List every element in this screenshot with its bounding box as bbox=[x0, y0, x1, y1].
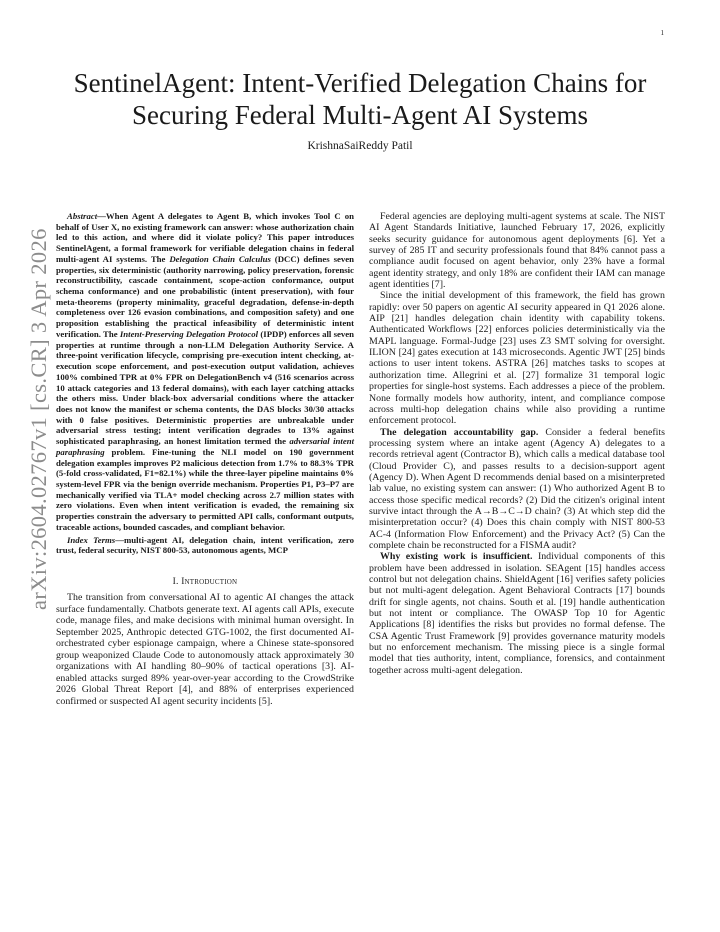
gap-heading: The delegation accountability gap. bbox=[380, 426, 539, 438]
author-name: KrishnaSaiReddy Patil bbox=[307, 140, 413, 152]
intro-paragraph-1: The transition from conversational AI to agentic AI changes the attack surface fundamentally. Chatbots generate text. AI agents call APIs, execute code, manage files, and make decisions with minimal human oversight. In September 2025, Anthropic detected GTG-1002, the first documented AI-orchestrated cyber espionage campaign, where a Chinese state-sponsored group weaponized Claude Code to autonomously attack approximately 30 organizations with AI handling 80–90% of tactical operations [3]. AI-enabled attacks surged 89% year-over-year according to the CrowdStrike 2026 Global Threat Report [4], and 88% of enterprises experienced confirmed or suspected AI agent security incidents [5]. bbox=[56, 592, 354, 707]
abstract-label: Abstract bbox=[67, 211, 98, 221]
intro-paragraph-2: Federal agencies are deploying multi-agent systems at scale. The NIST AI Agent Standards Initiative, launched February 17, 2026, explicitly seeks security guidance for autonomous agent deployments [6]. Yet a survey of 285 IT and security professionals found that 84% cannot pass a compliance audit focused on agent behavior, only 23% have a formal agent identity strategy, and only 18% are confident their IAM can manage agent identities [7]. bbox=[369, 211, 665, 291]
intro-paragraph-3: Since the initial development of this framework, the field has grown rapidly: over 50 papers on agentic AI security appeared in Q1 2026 alone. AIP [21] handles delegation chain identity with capability tokens. Authenticated Workflows [22] enforces policies deterministically via the MAPL language. Formal-Judge [23] uses Z3 SMT solving for oversight. ILION [24] gates execution at 143 microseconds. Agentic JWT [25] binds actions to user intent tokens. ASTRA [26] matches tasks to scopes at authorization time. Allegrini et al. [27] formalize 31 temporal logic properties for single-host systems. Each addresses a piece of the problem. None formally models how authority, intent, and compliance compose across multi-hop delegation chains while also providing a runtime enforcement protocol. bbox=[369, 290, 665, 427]
dcc-term: Delegation Chain Calculus bbox=[169, 253, 271, 264]
intro-paragraph-5: Why existing work is insufficient. Individual components of this problem have been addressed in isolation. SEAgent [15] handles access control but not delegation chains. ShieldAgent [16] verifies safety policies but not multi-agent delegation. Agent Behavioral Contracts [17] bounds drift for single agents, not chains. South et al. [19] handle authentication but not intent or compliance. The OWASP Top 10 for Agentic Applications [8] identifies the risks but provides no formal defense. The CSA Agentic Trust Framework [9] provides governance maturity models but no enforcement mechanism. The missing piece is a single formal model that ties authority, intent, compliance, forensics, and containment together across multi-agent delegation. bbox=[369, 551, 665, 676]
abstract-paragraph: Abstract—When Agent A delegates to Agent B, which invokes Tool C on behalf of User X, no existing framework can answer: whose authorization chain led to this action, and where did it violate policy? This paper introduces SentinelAgent, a formal framework for verifiable delegation chains in federal multi-agent AI systems. The Delegation Chain Calculus (DCC) defines seven properties, six deterministic (authority narrowing, policy preservation, forensic reconstructibility, cascade containment, scope-action conformance, output schema conformance) and one probabilistic (intent preservation), with four meta-theorems (property minimality, graceful degradation, defense-in-depth completeness over 126 evasion combinations, and composition safety) and one proposition establishing the practical infeasibility of deterministic intent verification. The Intent-Preserving Delegation Protocol (IPDP) enforces all seven properties at runtime through a non-LLM Delegation Authority Service. A three-point verification lifecycle, comprising pre-execution intent checking, at-execution scope enforcement, and post-execution output validation, achieves 100% combined TPR at 0% FPR on DelegationBench v4 (516 scenarios across 10 attack categories and 13 federal domains), with each layer catching attacks the others miss. Under black-box adversarial conditions where the attacker does not know the manifest or schema contents, the DAS blocks 30/30 attacks with 0 false positives. Deterministic properties are unbreakable under adversarial stress testing; intent verification degrades to 13% against sophisticated paraphrasing, an honest limitation termed the adversarial intent paraphrasing problem. Fine-tuning the NLI model on 190 government delegation examples improves P2 malicious detection from 1.7% to 88.3% TPR (5-fold cross-validated, F1=82.1%) while the three-layer pipeline maintains 0% system-level FPR via the benign override mechanism. Properties P1, P3–P7 are mechanically verified via TLA+ model checking across 2.7 million states with zero violations. Even when intent verification is evaded, the remaining six properties constrain the adversary to permitted API calls, conformant outputs, traceable actions, bounded cascades, and compliant behavior. bbox=[56, 211, 355, 532]
index-terms: Index Terms—multi-agent AI, delegation chain, intent verification, zero trust, federal security, NIST 800-53, autonomous agents, MCP bbox=[56, 534, 354, 556]
ipdp-term: Intent-Preserving Delegation Protocol bbox=[119, 328, 259, 339]
aip-term: adversarial intent paraphrasing bbox=[56, 436, 355, 457]
intro-left bbox=[56, 592, 354, 707]
arxiv-identifier: arXiv:2604.02767v1 [cs.CR] 3 Apr 2026 bbox=[26, 228, 51, 610]
right-column bbox=[369, 211, 665, 676]
page-number: 1 bbox=[660, 29, 664, 37]
section-heading: I. Introduction bbox=[172, 577, 238, 587]
left-column bbox=[56, 211, 354, 707]
intro-paragraph-4: The delegation accountability gap. Consider a federal benefits processing system where an intake agent (Agency A) delegates to a records retrieval agent (Contractor B), which calls a medical database tool (Cloud Provider C), and passes results to a decision-support agent (Agency D). When Agent D recommends denial based on a misinterpreted lab value, no existing system can answer: (1) Who authorized Agent B to access those specific medical records? (2) Did the citizen's original intent survive intact through the A→B→C→D chain? (3) At which step did the misinterpretation occur? (4) Does this chain comply with NIST 800-53 AC-4 (Information Flow Enforcement) and the Privacy Act? (5) Can the complete chain be reconstructed for a FISMA audit? bbox=[369, 426, 665, 551]
index-terms-label: Index Terms bbox=[67, 534, 116, 545]
abstract bbox=[56, 211, 354, 556]
insufficient-heading: Why existing work is insufficient. bbox=[380, 551, 533, 563]
paper-title: SentinelAgent: Intent-Verified Delegation Chains for Securing Federal Multi-Agent AI Systems bbox=[73, 68, 647, 130]
